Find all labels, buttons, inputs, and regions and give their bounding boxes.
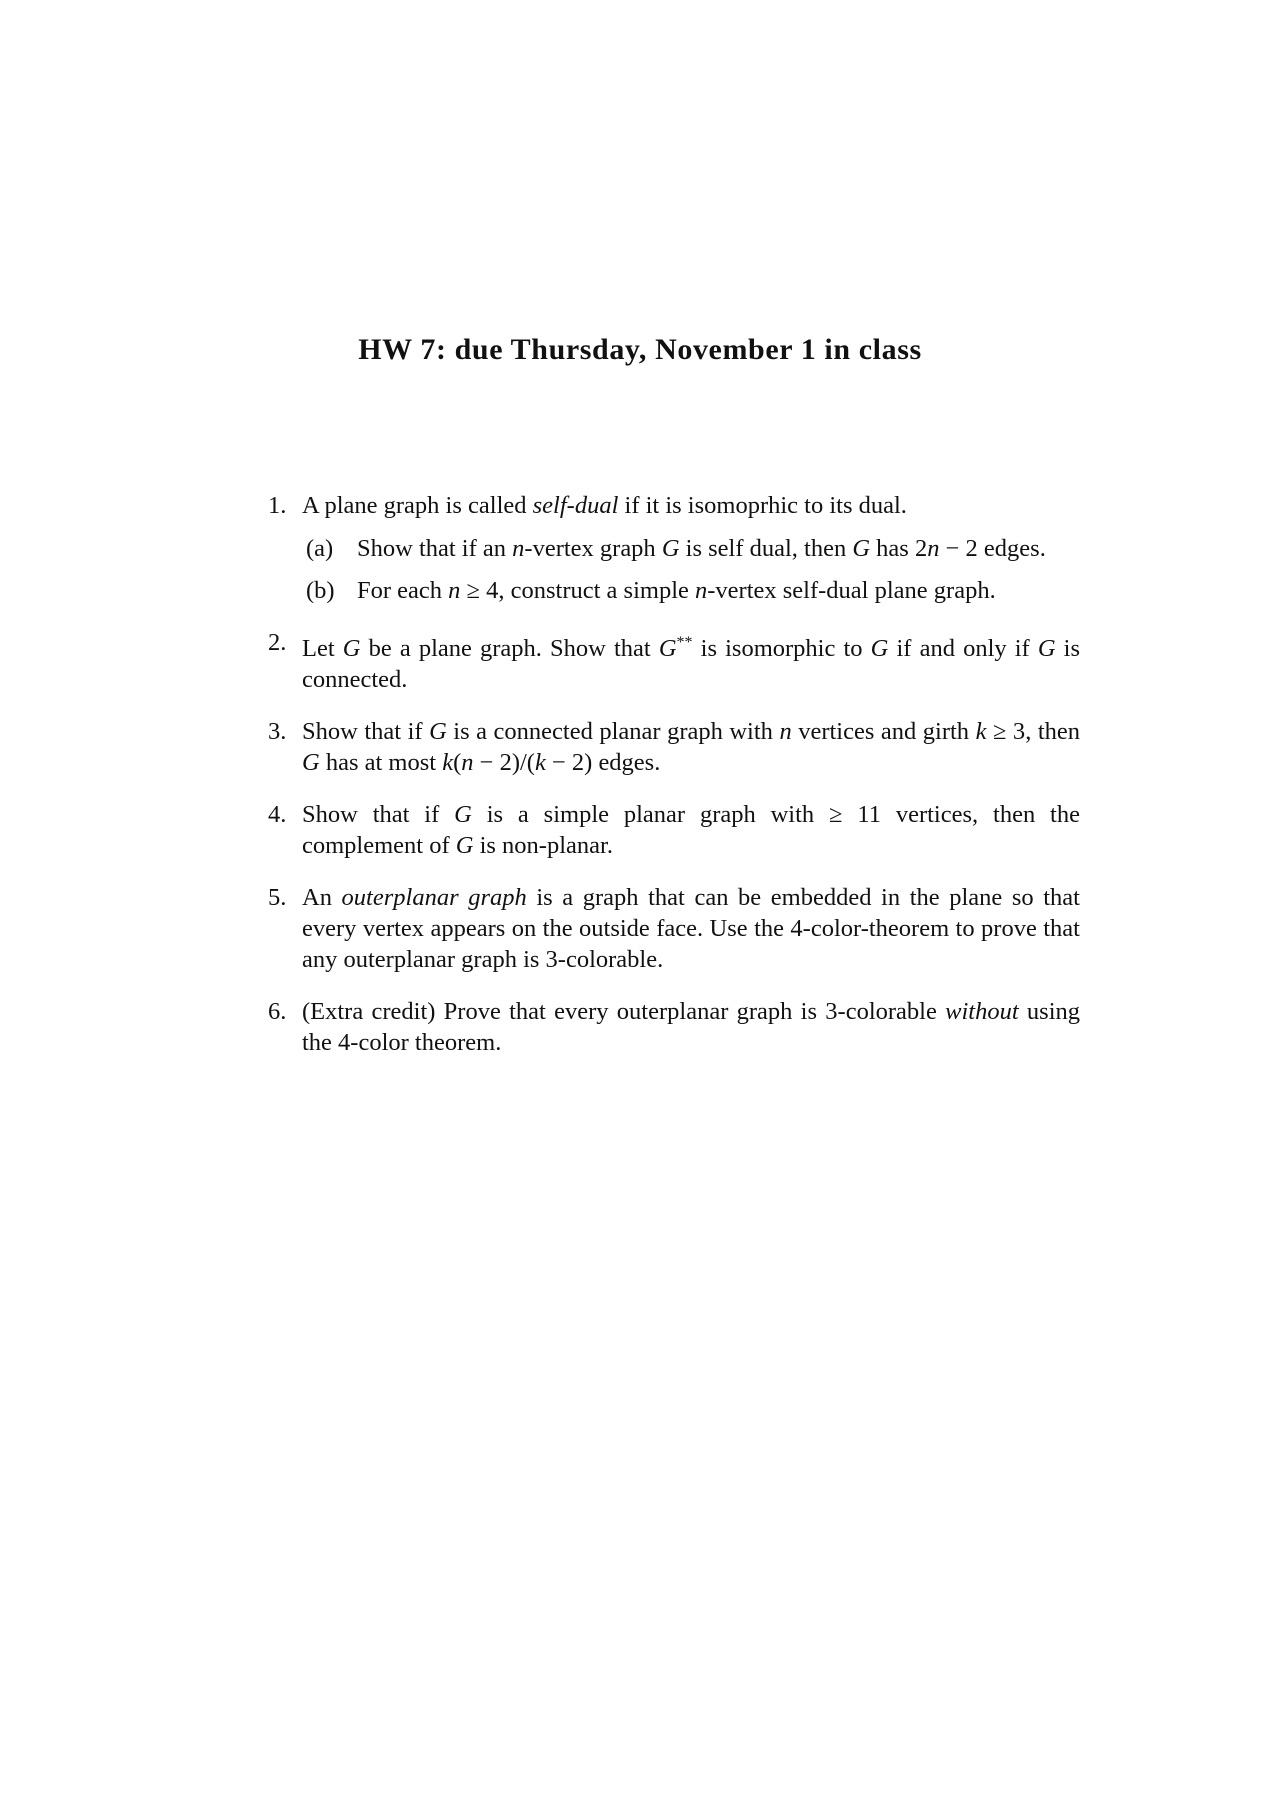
emphasized-term: outerplanar graph [341,884,527,912]
text-run: -vertex self-dual plane graph. [707,577,996,604]
math-variable: n [695,577,708,604]
problem-number: 4. [268,801,287,829]
text-run: has [870,535,915,562]
problem-number: 1. [268,492,287,519]
problem-text [302,490,1080,521]
text-run: if and only if [888,635,1038,663]
math-variable: k [975,718,987,746]
problem-item [268,882,1080,975]
problem-number: 2. [268,629,287,656]
problem-list [268,490,1080,1079]
math-variable: G [658,635,677,663]
math-variable: G [852,535,871,562]
math-variable: n [779,718,792,746]
math-text: − 2)/( [473,749,535,777]
problem-number: 3. [268,718,287,746]
text-run: is a connected planar graph with [446,718,780,746]
text-run: Show that if an [357,535,513,562]
text-run: vertices and girth [791,718,976,746]
text-run: is a simple planar graph with [471,801,830,829]
text-run: Let [302,635,343,663]
math-superscript: ** [676,634,693,651]
problem-item [268,490,1080,606]
subpart-item [302,533,1080,564]
text-run: is isomorphic to [692,635,871,663]
text-run: edges. [977,535,1046,562]
problem-item [268,799,1080,861]
problem-text [302,799,1080,861]
math-variable: n [927,535,940,562]
math-text: − 2) [545,749,593,777]
text-run: An [302,884,342,912]
problem-number: 5. [268,884,287,912]
text-run: (Extra credit) Prove that every outerplanar graph is 3-colorable [302,998,946,1026]
problem-text [302,716,1080,778]
math-variable: G [870,635,889,663]
text-run: using the 4-color theorem. [302,998,1081,1057]
math-variable: n [461,749,474,777]
subpart-text [357,575,1080,606]
math-variable: k [534,749,546,777]
text-run: -vertex graph [524,535,662,562]
math-variable: G [454,801,472,829]
math-variable: k [442,749,454,777]
math-variable: G [342,635,361,663]
subpart-item [302,575,1080,606]
emphasized-term: self-dual [532,492,619,519]
text-run: , construct a simple [498,577,696,604]
math-variable: G [302,749,320,777]
emphasized-term: without [945,998,1019,1026]
subpart-label: (b) [306,577,335,604]
math-text: − 2 [939,535,978,562]
subpart-label: (a) [306,535,334,562]
problem-text [302,627,1080,695]
math-variable: G [455,832,474,860]
text-run: is connected. [302,635,1081,694]
math-text: ≥ [829,801,843,829]
math-variable: n [448,577,461,604]
text-run: edges. [592,749,661,777]
text-run: is self dual, then [679,535,853,562]
math-variable: n [512,535,525,562]
math-variable: G [429,718,447,746]
text-run: has at most [319,749,443,777]
text-run: For each [357,577,449,604]
math-variable: G [1037,635,1056,663]
math-text: ≥ 3 [986,718,1026,746]
math-text: 2 [914,535,928,562]
text-run: is non-planar. [473,832,613,860]
problem-text [302,882,1080,975]
text-run: be a plane graph. Show that [360,635,659,663]
text-run: Show that if [302,718,430,746]
subpart-text [357,533,1080,564]
problem-text [302,996,1080,1058]
subpart-list [302,533,1080,606]
page-title: HW 7: due Thursday, November 1 in class [358,333,922,366]
problem-number: 6. [268,998,287,1026]
math-text: ≥ 4 [460,577,499,604]
text-run: 11 vertices, then the complement of [302,801,1080,860]
math-variable: G [661,535,680,562]
text-run: Show that if [302,801,455,829]
text-run: is a graph that can be embedded in the plane so that every vertex appears on the outside face. Use the 4-color-theorem to prove that any outerplanar graph is 3-colorable. [302,884,1080,974]
text-run: A plane graph is called [302,492,533,519]
problem-item [268,627,1080,695]
text-run: , then [1025,718,1081,746]
math-text: ( [453,749,462,777]
problem-item [268,996,1080,1058]
text-run: if it is isomoprhic to its dual. [618,492,907,519]
problem-item [268,716,1080,778]
